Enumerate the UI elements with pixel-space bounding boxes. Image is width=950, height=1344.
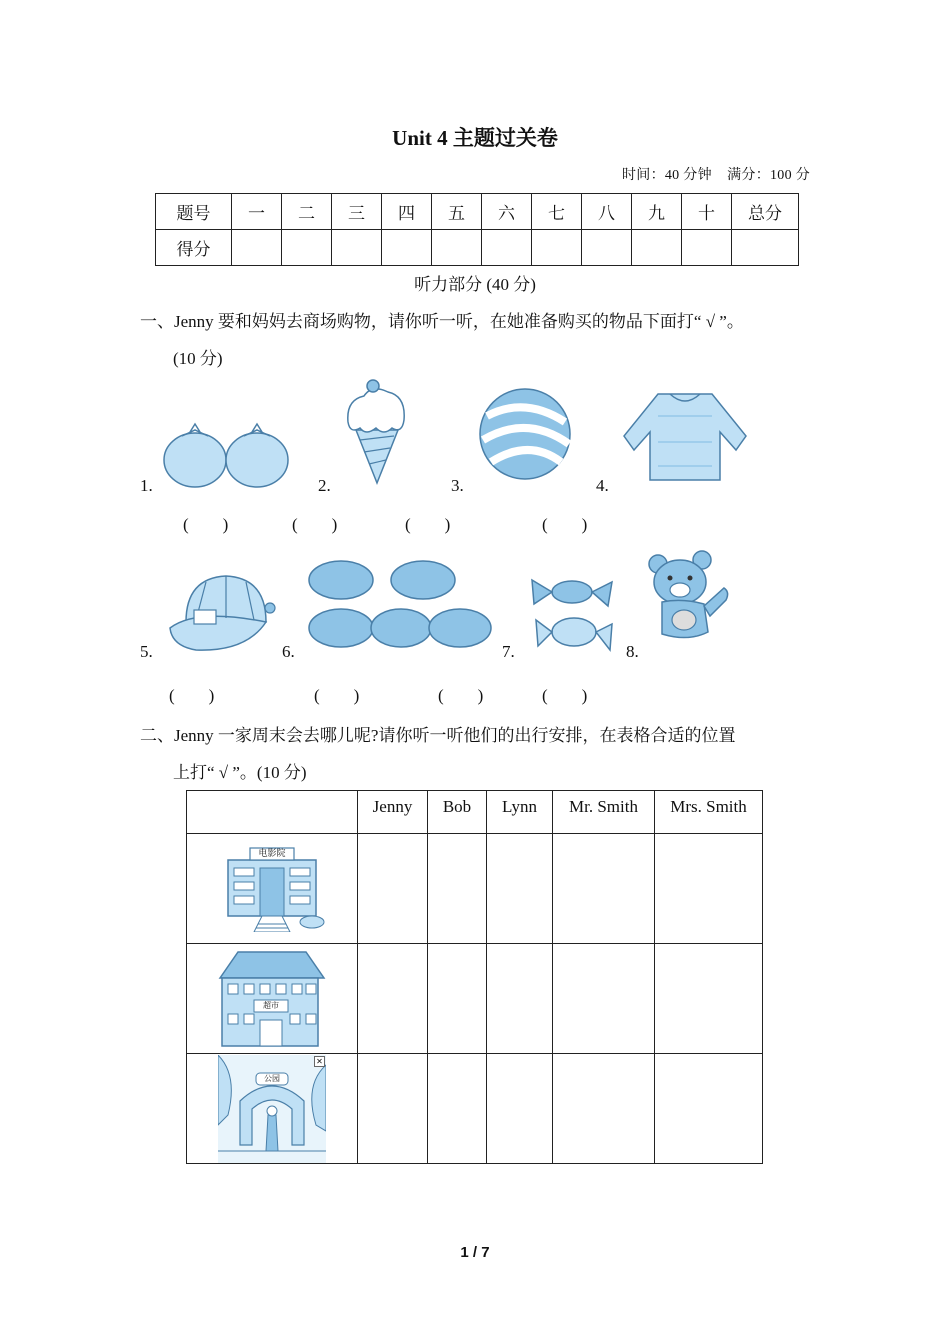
corner-cell bbox=[187, 791, 358, 834]
answer-bracket[interactable]: ( ) bbox=[542, 515, 588, 534]
schedule-header-row bbox=[187, 791, 763, 834]
schedule-table bbox=[186, 790, 763, 1164]
ice-cream-icon bbox=[342, 378, 412, 486]
answer-cell[interactable] bbox=[358, 834, 428, 944]
answer-cell[interactable] bbox=[358, 1054, 428, 1164]
close-icon: ✕ bbox=[314, 1056, 325, 1067]
score-input-cell[interactable] bbox=[582, 230, 632, 266]
score-cell: 十 bbox=[682, 194, 732, 230]
column-header: Bob bbox=[428, 791, 487, 834]
score-table-header-row bbox=[156, 194, 799, 230]
score-label: 得分 bbox=[156, 230, 232, 266]
score-input-cell[interactable] bbox=[732, 230, 799, 266]
answer-bracket[interactable]: ( ) bbox=[169, 686, 215, 705]
item-number: 8. bbox=[626, 642, 639, 661]
time-limit: 时间：40 分钟 bbox=[621, 168, 712, 183]
potatoes-icon bbox=[305, 558, 495, 650]
answer-cell[interactable] bbox=[487, 834, 553, 944]
item-number: 2. bbox=[318, 476, 331, 495]
score-cell: 九 bbox=[632, 194, 682, 230]
answer-cell[interactable] bbox=[553, 1054, 655, 1164]
listening-header: 听力部分 (40 分) bbox=[414, 275, 536, 294]
score-cell: 五 bbox=[432, 194, 482, 230]
score-input-cell[interactable] bbox=[632, 230, 682, 266]
score-input-cell[interactable] bbox=[232, 230, 282, 266]
answer-cell[interactable] bbox=[655, 834, 763, 944]
table-row bbox=[187, 834, 763, 944]
score-table bbox=[155, 193, 799, 266]
table-row bbox=[187, 1054, 763, 1164]
place-cell bbox=[187, 834, 358, 944]
teddy-bear-icon bbox=[648, 548, 732, 644]
score-input-cell[interactable] bbox=[332, 230, 382, 266]
column-header: Mr. Smith bbox=[553, 791, 655, 834]
score-cell: 二 bbox=[282, 194, 332, 230]
answer-cell[interactable] bbox=[487, 944, 553, 1054]
answer-cell[interactable] bbox=[428, 1054, 487, 1164]
answer-cell[interactable] bbox=[655, 1054, 763, 1164]
score-table-score-row bbox=[156, 230, 799, 266]
score-input-cell[interactable] bbox=[532, 230, 582, 266]
score-input-cell[interactable] bbox=[482, 230, 532, 266]
item-number: 6. bbox=[282, 642, 295, 661]
column-header: Jenny bbox=[358, 791, 428, 834]
answer-cell[interactable] bbox=[553, 944, 655, 1054]
answer-bracket[interactable]: ( ) bbox=[405, 515, 451, 534]
question-1-points: (10 分) bbox=[173, 349, 223, 368]
item-number: 7. bbox=[502, 642, 515, 661]
score-cell: 总分 bbox=[732, 194, 799, 230]
page-title: Unit 4 主题过关卷 bbox=[392, 126, 558, 150]
item-number: 5. bbox=[140, 642, 153, 661]
score-input-cell[interactable] bbox=[382, 230, 432, 266]
answer-cell[interactable] bbox=[358, 944, 428, 1054]
park-sign: 公园 bbox=[264, 1073, 280, 1083]
page-number: 1 / 7 bbox=[460, 1244, 490, 1261]
supermarket-icon bbox=[218, 950, 326, 1048]
place-cell bbox=[187, 1054, 358, 1164]
score-cell: 三 bbox=[332, 194, 382, 230]
tomatoes-icon bbox=[162, 420, 292, 490]
answer-cell[interactable] bbox=[553, 834, 655, 944]
score-input-cell[interactable] bbox=[682, 230, 732, 266]
score-cell: 八 bbox=[582, 194, 632, 230]
column-header: Mrs. Smith bbox=[655, 791, 763, 834]
answer-bracket[interactable]: ( ) bbox=[183, 515, 229, 534]
place-cell bbox=[187, 944, 358, 1054]
cinema-icon bbox=[218, 846, 326, 932]
answer-cell[interactable] bbox=[655, 944, 763, 1054]
score-cell: 四 bbox=[382, 194, 432, 230]
cap-icon bbox=[166, 568, 278, 654]
item-number: 1. bbox=[140, 476, 153, 495]
candies-icon bbox=[526, 574, 618, 658]
score-input-cell[interactable] bbox=[282, 230, 332, 266]
answer-bracket[interactable]: ( ) bbox=[292, 515, 338, 534]
cinema-sign: 电影院 bbox=[258, 848, 286, 859]
score-input-cell[interactable] bbox=[432, 230, 482, 266]
answer-cell[interactable] bbox=[428, 834, 487, 944]
item-number: 3. bbox=[451, 476, 464, 495]
answer-cell[interactable] bbox=[487, 1054, 553, 1164]
full-score: 满分：100 分 bbox=[727, 168, 810, 183]
answer-bracket[interactable]: ( ) bbox=[542, 686, 588, 705]
item-number: 4. bbox=[596, 476, 609, 495]
score-cell: 题号 bbox=[156, 194, 232, 230]
score-cell: 七 bbox=[532, 194, 582, 230]
column-header: Lynn bbox=[487, 791, 553, 834]
question-2-text: 二、Jenny 一家周末会去哪儿呢?请你听一听他们的出行安排，在表格合适的位置 bbox=[140, 726, 736, 745]
supermarket-sign: 超市 bbox=[263, 1000, 279, 1010]
park-icon bbox=[218, 1055, 326, 1163]
table-row bbox=[187, 944, 763, 1054]
answer-bracket[interactable]: ( ) bbox=[314, 686, 360, 705]
sweater-icon bbox=[618, 386, 752, 486]
ball-icon bbox=[477, 386, 573, 482]
question-2-text-cont: 上打“ √ ”。(10 分) bbox=[173, 763, 307, 782]
exam-meta bbox=[622, 164, 810, 184]
answer-bracket[interactable]: ( ) bbox=[438, 686, 484, 705]
score-cell: 六 bbox=[482, 194, 532, 230]
score-cell: 一 bbox=[232, 194, 282, 230]
answer-cell[interactable] bbox=[428, 944, 487, 1054]
question-1-text: 一、Jenny 要和妈妈去商场购物，请你听一听，在她准备购买的物品下面打“ √ ”。 bbox=[140, 312, 744, 331]
